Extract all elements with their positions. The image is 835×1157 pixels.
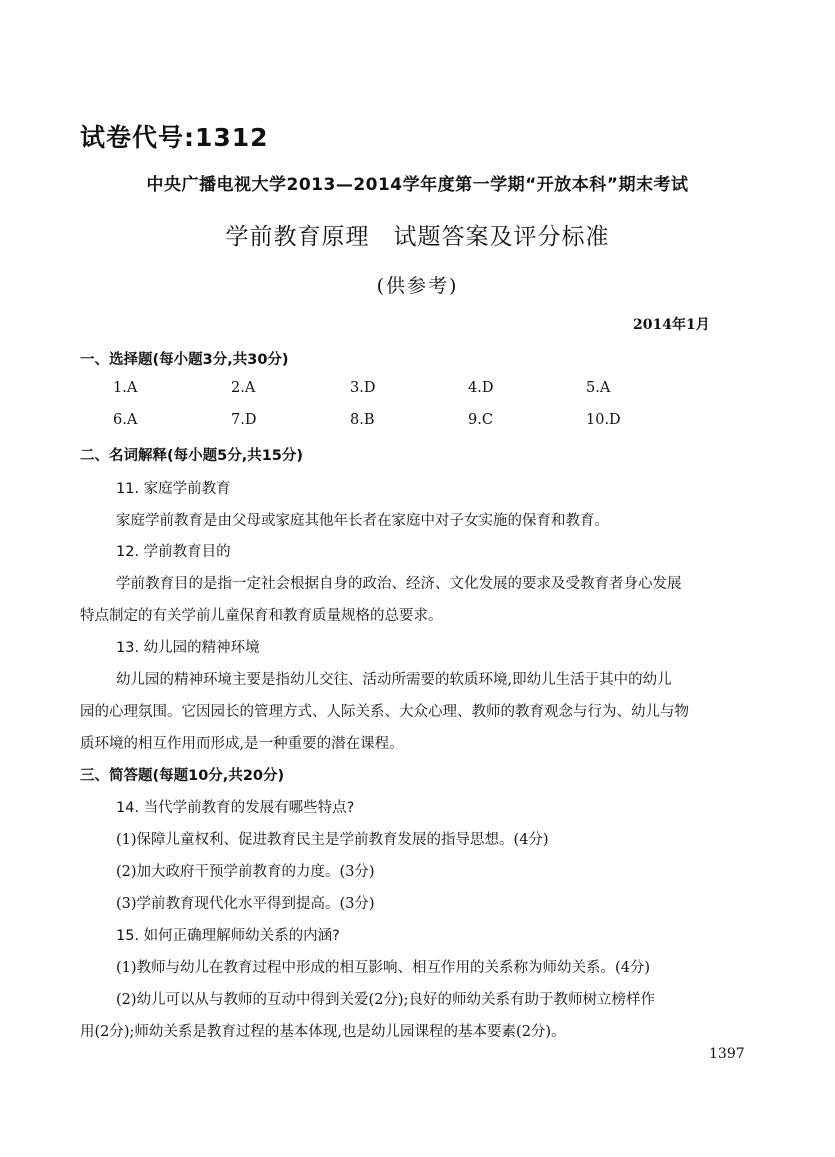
exam-date: 2014年1月 — [633, 317, 710, 333]
exam-title: 中央广播电视大学2013—2014学年度第一学期“开放本科”期末考试 — [146, 175, 689, 195]
answer-item: 6.A — [113, 412, 138, 428]
page-number: 1397 — [709, 1046, 745, 1062]
section-heading-short-answer: 三、简答题(每题10分,共20分) — [80, 768, 285, 784]
answer-item: 8.B — [350, 412, 375, 428]
question-title: 15. 如何正确理解师幼关系的内涵? — [116, 928, 340, 944]
question-title: 14. 当代学前教育的发展有哪些特点? — [116, 800, 355, 816]
question-title: 13. 幼儿园的精神环境 — [116, 640, 260, 656]
answer-item: 2.A — [231, 380, 256, 396]
subject-title: 学前教育原理 试题答案及评分标准 — [225, 224, 610, 250]
answer-text: 学前教育目的是指一定社会根据自身的政治、经济、文化发展的要求及受教育者身心发展 — [116, 576, 682, 592]
answer-text: 质环境的相互作用而形成,是一种重要的潜在课程。 — [80, 736, 404, 752]
paper-code: 试卷代号:1312 — [80, 123, 269, 152]
answer-item: 7.D — [231, 412, 257, 428]
answer-text: 园的心理氛围。它因园长的管理方式、人际关系、大众心理、教师的教育观念与行为、幼儿与物 — [80, 704, 689, 720]
answer-text: (1)保障儿童权利、促进教育民主是学前教育发展的指导思想。(4分) — [116, 832, 549, 848]
question-title: 11. 家庭学前教育 — [116, 481, 231, 497]
question-title: 12. 学前教育目的 — [116, 544, 231, 560]
answer-text: 特点制定的有关学前儿童保育和教育质量规格的总要求。 — [80, 608, 443, 624]
answer-text: 幼儿园的精神环境主要是指幼儿交往、活动所需要的软质环境,即幼儿生活于其中的幼儿 — [116, 672, 672, 688]
reference-note: (供参考) — [376, 275, 459, 297]
answer-item: 4.D — [468, 380, 494, 396]
answer-item: 1.A — [113, 380, 138, 396]
answer-text: 家庭学前教育是由父母或家庭其他年长者在家庭中对子女实施的保育和教育。 — [116, 513, 609, 529]
answer-item: 9.C — [468, 412, 493, 428]
answer-text: (1)教师与幼儿在教育过程中形成的相互影响、相互作用的关系称为师幼关系。(4分) — [116, 960, 651, 976]
answer-item: 5.A — [586, 380, 611, 396]
answer-text: 用(2分);师幼关系是教育过程的基本体现,也是幼儿园课程的基本要素(2分)。 — [80, 1024, 566, 1040]
answer-item: 10.D — [586, 412, 621, 428]
answer-text: (2)幼儿可以从与教师的互动中得到关爱(2分);良好的师幼关系有助于教师树立榜样作 — [116, 992, 655, 1008]
answer-text: (2)加大政府干预学前教育的力度。(3分) — [116, 864, 375, 880]
answer-text: (3)学前教育现代化水平得到提高。(3分) — [116, 896, 375, 912]
section-heading-choice: 一、选择题(每小题3分,共30分) — [80, 352, 289, 368]
section-heading-terms: 二、名词解释(每小题5分,共15分) — [80, 448, 304, 464]
answer-item: 3.D — [350, 380, 376, 396]
